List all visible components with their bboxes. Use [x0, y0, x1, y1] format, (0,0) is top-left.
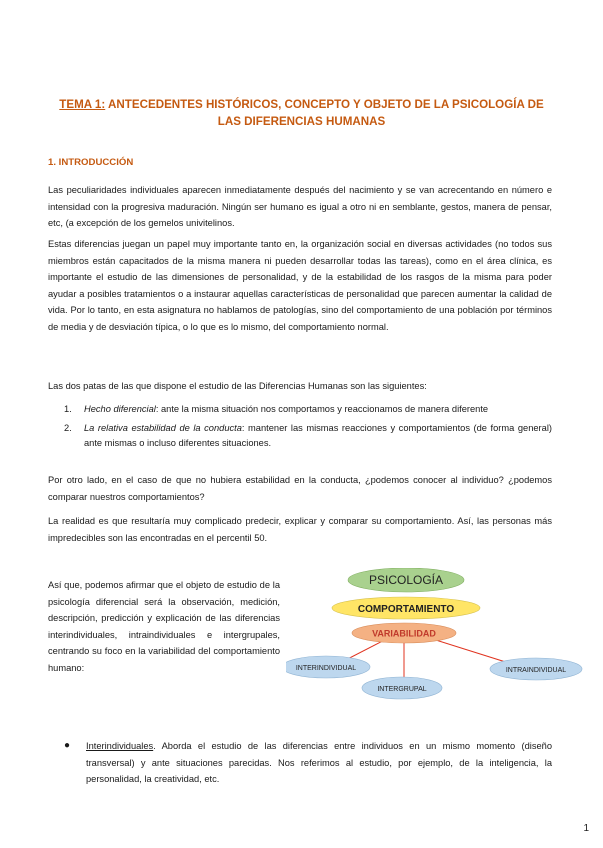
- numbered-list: [64, 402, 552, 455]
- section-heading: 1. INTRODUCCIÓN: [48, 157, 134, 168]
- document-title: [30, 96, 573, 130]
- list-item: [64, 402, 552, 418]
- paragraph-2: Estas diferencias juegan un papel muy importante tanto en, la organización social en diversas actividades (no todos sus miembros están capacitados de la misma manera ni pueden desarrollar todas las tareas), como en el área clínica, es importante el estudio de las dimensiones de personalidad, y de la estabilidad de los rasgos de la misma para poder ayudar a posibles tratamientos o a instaurar aquellas características de personalidad que parecen aumentar la calidad de vida. Por lo tanto, en esta asignatura no hablamos de patologías, sino del comportamiento de una población por términos de media y de desviación típica, o lo que es lo mismo, del comportamiento normal.: [48, 239, 552, 332]
- comportamiento-label: COMPORTAMIENTO: [357, 604, 455, 615]
- title-prefix: TEMA 1:: [59, 98, 106, 111]
- list-text: : ante la misma situación nos comportamos y reaccionamos de manera diferente: [155, 404, 489, 414]
- list-text: : mantener las mismas reacciones y comportamientos (de forma general) ante mismas o incluso diferentes situaciones.: [84, 422, 552, 449]
- variability-diagram: [286, 568, 586, 708]
- bullet-item-interindividuales: [64, 738, 552, 788]
- list-term: La relativa estabilidad de la conducta: [84, 422, 242, 433]
- intraindividual-label: INTRAINDIVIDUAL: [505, 667, 567, 674]
- paragraph-6: Así que, podemos afirmar que el objeto de estudio de la psicología diferencial será la observación, medición, descripción, predicción y explicación de las diferencias interindividuales, intraindividuales e intergrupales, centrando su foco en la variabilidad del comportamiento humano:: [48, 580, 280, 673]
- paragraph-4: Por otro lado, en el caso de que no hubiera estabilidad en la conducta, ¿podemos conocer al individuo? ¿podemos comparar nuestros comportamientos?: [48, 475, 552, 502]
- list-item: [64, 421, 552, 452]
- intergrupal-label: INTERGRUPAL: [377, 686, 427, 693]
- title-line1: ANTECEDENTES HISTÓRICOS, CONCEPTO Y OBJETO DE LA PSICOLOGÍA DE: [105, 98, 544, 111]
- list-number: 1.: [64, 404, 72, 414]
- title-line2: LAS DIFERENCIAS HUMANAS: [217, 115, 386, 128]
- paragraph-3: Las dos patas de las que dispone el estudio de las Diferencias Humanas son las siguientes:: [48, 381, 427, 391]
- variabilidad-label: VARIABILIDAD: [372, 628, 436, 639]
- list-term: Hecho diferencial: [84, 404, 156, 414]
- bullet-term: Interindividuales: [86, 741, 154, 751]
- page-number: 1: [583, 823, 589, 834]
- psicologia-label: PSICOLOGÍA: [368, 573, 444, 587]
- interindividual-label: INTERINDIVIDUAL: [295, 665, 357, 672]
- paragraph-5: La realidad es que resultaría muy complicado predecir, explicar y comparar su comportamiento. Así, las personas más impredecibles son las encontradas en el percentil 50.: [48, 516, 552, 543]
- bullet-text: . Aborda el estudio de las diferencias entre individuos en un mismo momento (diseño transversal) y ante situaciones parecidas. Nos referimos al estudio, por ejemplo, de la inteligencia, la personalidad, la creatividad, etc.: [86, 741, 552, 785]
- paragraph-1: Las peculiaridades individuales aparecen inmediatamente después del nacimiento y se van acrecentando en número e intensidad con la progresiva maduración. Ningún ser humano es igual a otro ni en semblante, gestos, manera de pensar, etc, (a excepción de los gemelos univitelinos.: [48, 185, 552, 229]
- bullet-dot-icon: ●: [64, 740, 71, 751]
- list-number: 2.: [64, 422, 72, 433]
